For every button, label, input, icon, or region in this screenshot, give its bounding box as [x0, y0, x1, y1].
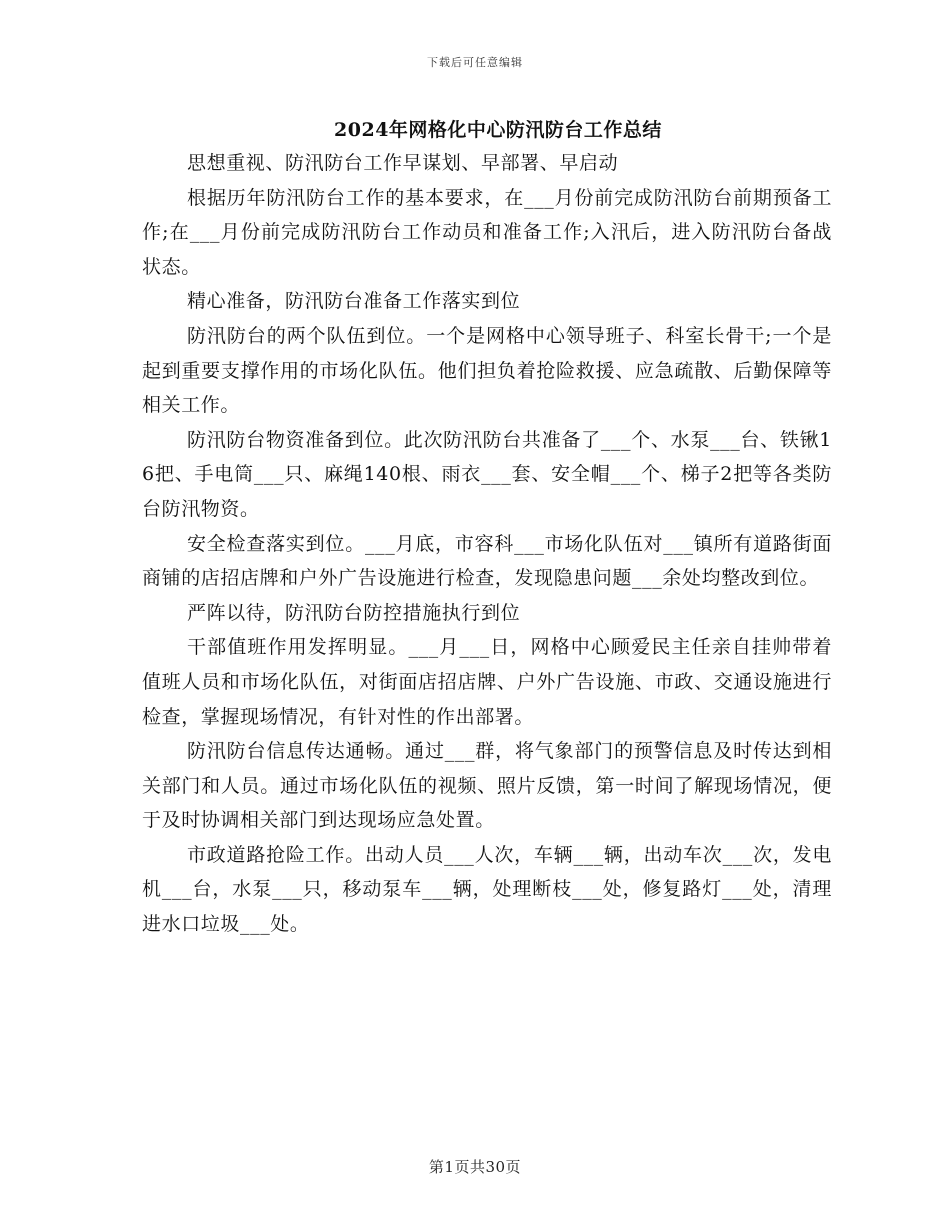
paragraph: 安全检查落实到位。___月底，市容科___市场化队伍对___镇所有道路街面商铺的店招店牌和户外广告设施进行检查，发现隐患问题___余处均整改到位。: [142, 532, 832, 590]
paragraph: 干部值班作用发挥明显。___月___日，网格中心顾爱民主任亲自挂帅带着值班人员和市场化队伍，对街面店招店牌、户外广告设施、市政、交通设施进行检查，掌握现场情况，有针对性的作出部署。: [142, 636, 832, 728]
paragraph: 防汛防台的两个队伍到位。一个是网格中心领导班子、科室长骨干;一个是起到重要支撑作用的市场化队伍。他们担负着抢险救援、应急疏散、后勤保障等相关工作。: [142, 324, 832, 417]
page-number-footer: 第1页共30页: [428, 1158, 522, 1176]
paragraph: 防汛防台物资准备到位。此次防汛防台共准备了___个、水泵___台、铁锹16把、手电筒___只、麻绳140根、雨衣___套、安全帽___个、梯子2把等各类防台防汛物资。: [142, 428, 832, 520]
paragraph: 市政道路抢险工作。出动人员___人次，车辆___辆，出动车次___次，发电机___台，水泵___只，移动泵车___辆，处理断枝___处，修复路灯___处，清理进水口垃圾___处。: [142, 843, 832, 936]
paragraph: 防汛防台信息传达通畅。通过___群，将气象部门的预警信息及时传达到相关部门和人员。通过市场化队伍的视频、照片反馈，第一时间了解现场情况，便于及时协调相关部门到达现场应急处置。: [142, 740, 832, 832]
paragraph: 根据历年防汛防台工作的基本要求，在___月份前完成防汛防台前期预备工作;在___月份前完成防汛防台工作动员和准备工作;入汛后，进入防汛防台备战状态。: [142, 186, 832, 278]
paragraph: 思想重视、防汛防台工作早谋划、早部署、早启动: [187, 152, 619, 174]
paragraph: 严阵以待，防汛防台防控措施执行到位: [187, 601, 521, 624]
header-note: 下载后可任意编辑: [427, 56, 523, 69]
paragraph: 精心准备，防汛防台准备工作落实到位: [187, 290, 521, 313]
document-body: [142, 146, 832, 942]
document-title: 2024年网格化中心防汛防台工作总结: [334, 119, 662, 141]
